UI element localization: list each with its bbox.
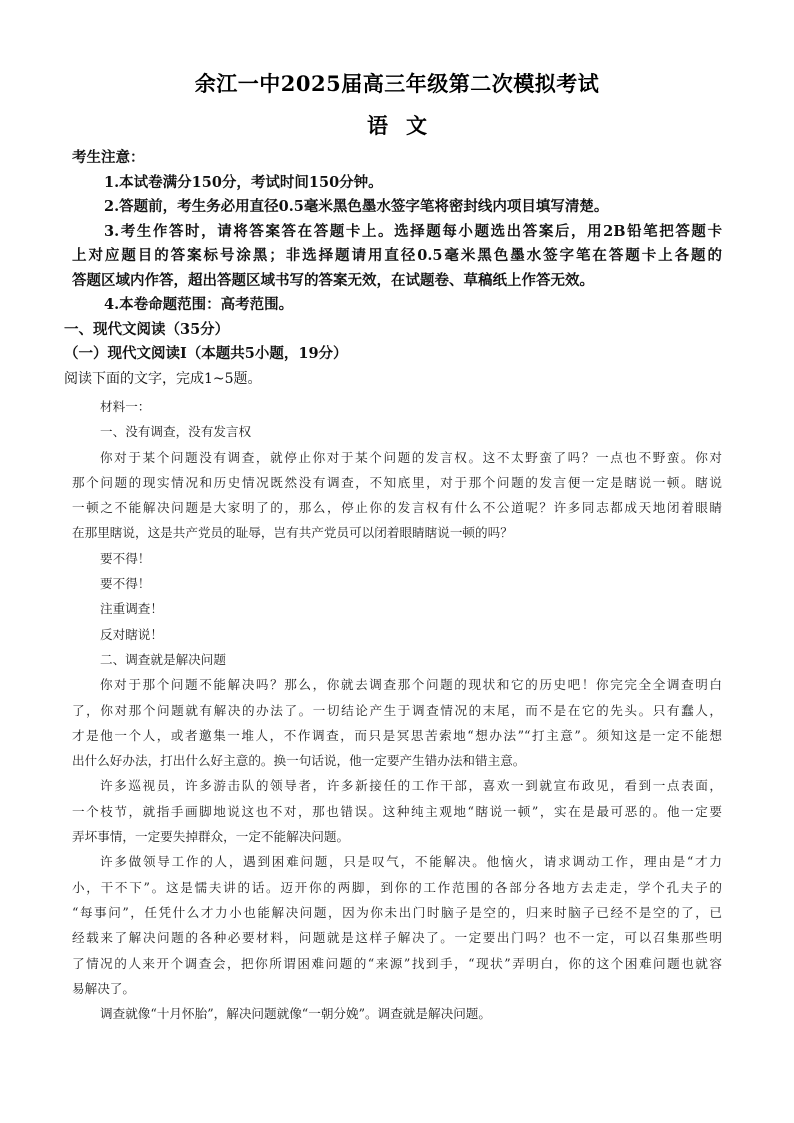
sub-section-heading: （一）现代文阅读Ⅰ（本题共5小题，19分） [64, 345, 348, 362]
material-label: 材料一： [100, 399, 151, 414]
short-line: 要不得！ [100, 550, 151, 566]
material-heading-1: 一、没有调查，没有发言权 [100, 424, 252, 440]
paragraph-line: 易解决了。 [72, 980, 135, 996]
paragraph-line: 才是他一个人，或者邀集一堆人，不作调查，而只是冥思苦索地“想办法”“打主意”。须知这是一定不能想 [72, 727, 722, 743]
paragraph-line: 在那里瞎说，这是共产党员的耻辱，岂有共产党员可以闭着眼睛瞎说一顿的吗？ [72, 525, 513, 541]
reading-instruction: 阅读下面的文字，完成1~5题。 [64, 370, 262, 387]
short-line: 注重调查！ [100, 601, 163, 617]
notice-block [64, 146, 722, 391]
paragraph-line: “每事问”，任凭什么才力小也能解决问题，因为你未出门时脑子是空的，归来时脑子已经不是空的了，已 [72, 904, 722, 920]
notice-item-3-line: 答题区域内作答，超出答题区域书写的答案无效，在试题卷、草稿纸上作答无效。 [72, 271, 594, 289]
paragraph-line: 你对于那个问题不能解决吗？那么，你就去调查那个问题的现状和它的历史吧！你完完全全调查明白 [100, 677, 722, 693]
paragraph-line: 经载来了解决问题的各种必要材料，问题就是这样子解决了。一定要出门吗？也不一定，可以召集那些明 [72, 930, 722, 946]
short-line: 反对瞎说！ [100, 626, 163, 642]
material-one [72, 394, 722, 1026]
notice-item-2: 2.答题前，考生务必用直径0.5毫米黑色墨水签字笔将密封线内项目填写清楚。 [104, 198, 609, 215]
subject-title: 语文 [367, 113, 445, 138]
paragraph-line: 弄坏事情，一定要失掉群众，一定不能解决问题。 [72, 829, 350, 845]
paragraph-line: 那个问题的现实情况和历史情况既然没有调查，不知底里，对于那个问题的发言便一定是瞎说一顿。瞎说 [72, 474, 722, 490]
notice-item-3-line: 上对应题目的答案标号涂黑；非选择题请用直径0.5毫米黑色墨水签字笔在答题卡上各题的 [72, 247, 722, 264]
paragraph-line: 你对于某个问题没有调查，就停止你对于某个问题的发言权。这不太野蛮了吗？一点也不野蛮。你对 [100, 449, 722, 465]
paragraph-line: 一个枝节，就指手画脚地说这也不对，那也错误。这种纯主观地“瞎说一顿”，实在是最可恶的。他一定要 [72, 803, 722, 819]
section-heading: 一、现代文阅读（35分） [64, 320, 230, 338]
short-line: 要不得！ [100, 576, 151, 592]
paragraph-line: 许多做领导工作的人，遇到困难问题，只是叹气，不能解决。他恼火，请求调动工作，理由是“才力 [100, 854, 722, 870]
notice-item-1: 1.本试卷满分150分，考试时间150分钟。 [104, 173, 383, 191]
notice-item-3-line: 3.考生作答时，请将答案答在答题卡上。选择题每小题选出答案后，用2B铅笔把答题卡 [104, 222, 722, 240]
material-heading-2: 二、调查就是解决问题 [100, 651, 226, 667]
paragraph-line: 许多巡视员，许多游击队的领导者，许多新接任的工作干部，喜欢一到就宣布政见，看到一点表面， [100, 778, 722, 794]
paragraph-line: 出什么好办法，打出什么好主意的。换一句话说，他一定要产生错办法和错主意。 [72, 753, 526, 769]
paragraph-line: 调查就像“十月怀胎”，解决问题就像“一朝分娩”。调查就是解决问题。 [100, 1006, 491, 1022]
paragraph-line: 一顿之不能解决问题是大家明了的，那么，停止你的发言权有什么不公道呢？许多同志都成天地闭着眼睛 [72, 500, 722, 516]
paragraph-line: 了，你对那个问题就有解决的办法了。一切结论产生于调查情况的末尾，而不是在它的先头。只有蠢人， [72, 702, 722, 718]
notice-item-4: 4.本卷命题范围：高考范围。 [104, 296, 294, 313]
paragraph-line: 了情况的人来开个调查会，把你所谓困难问题的“来源”找到手，“现状”弄明白，你的这个困难问题也就容 [72, 955, 722, 971]
paragraph-line: 小，干不下”。这是懦夫讲的话。迈开你的两脚，到你的工作范围的各部分各地方去走走，学个孔夫子的 [72, 879, 722, 895]
exam-title: 余江一中2025届高三年级第二次模拟考试 [194, 71, 600, 96]
notice-heading: 考生注意： [72, 149, 145, 166]
